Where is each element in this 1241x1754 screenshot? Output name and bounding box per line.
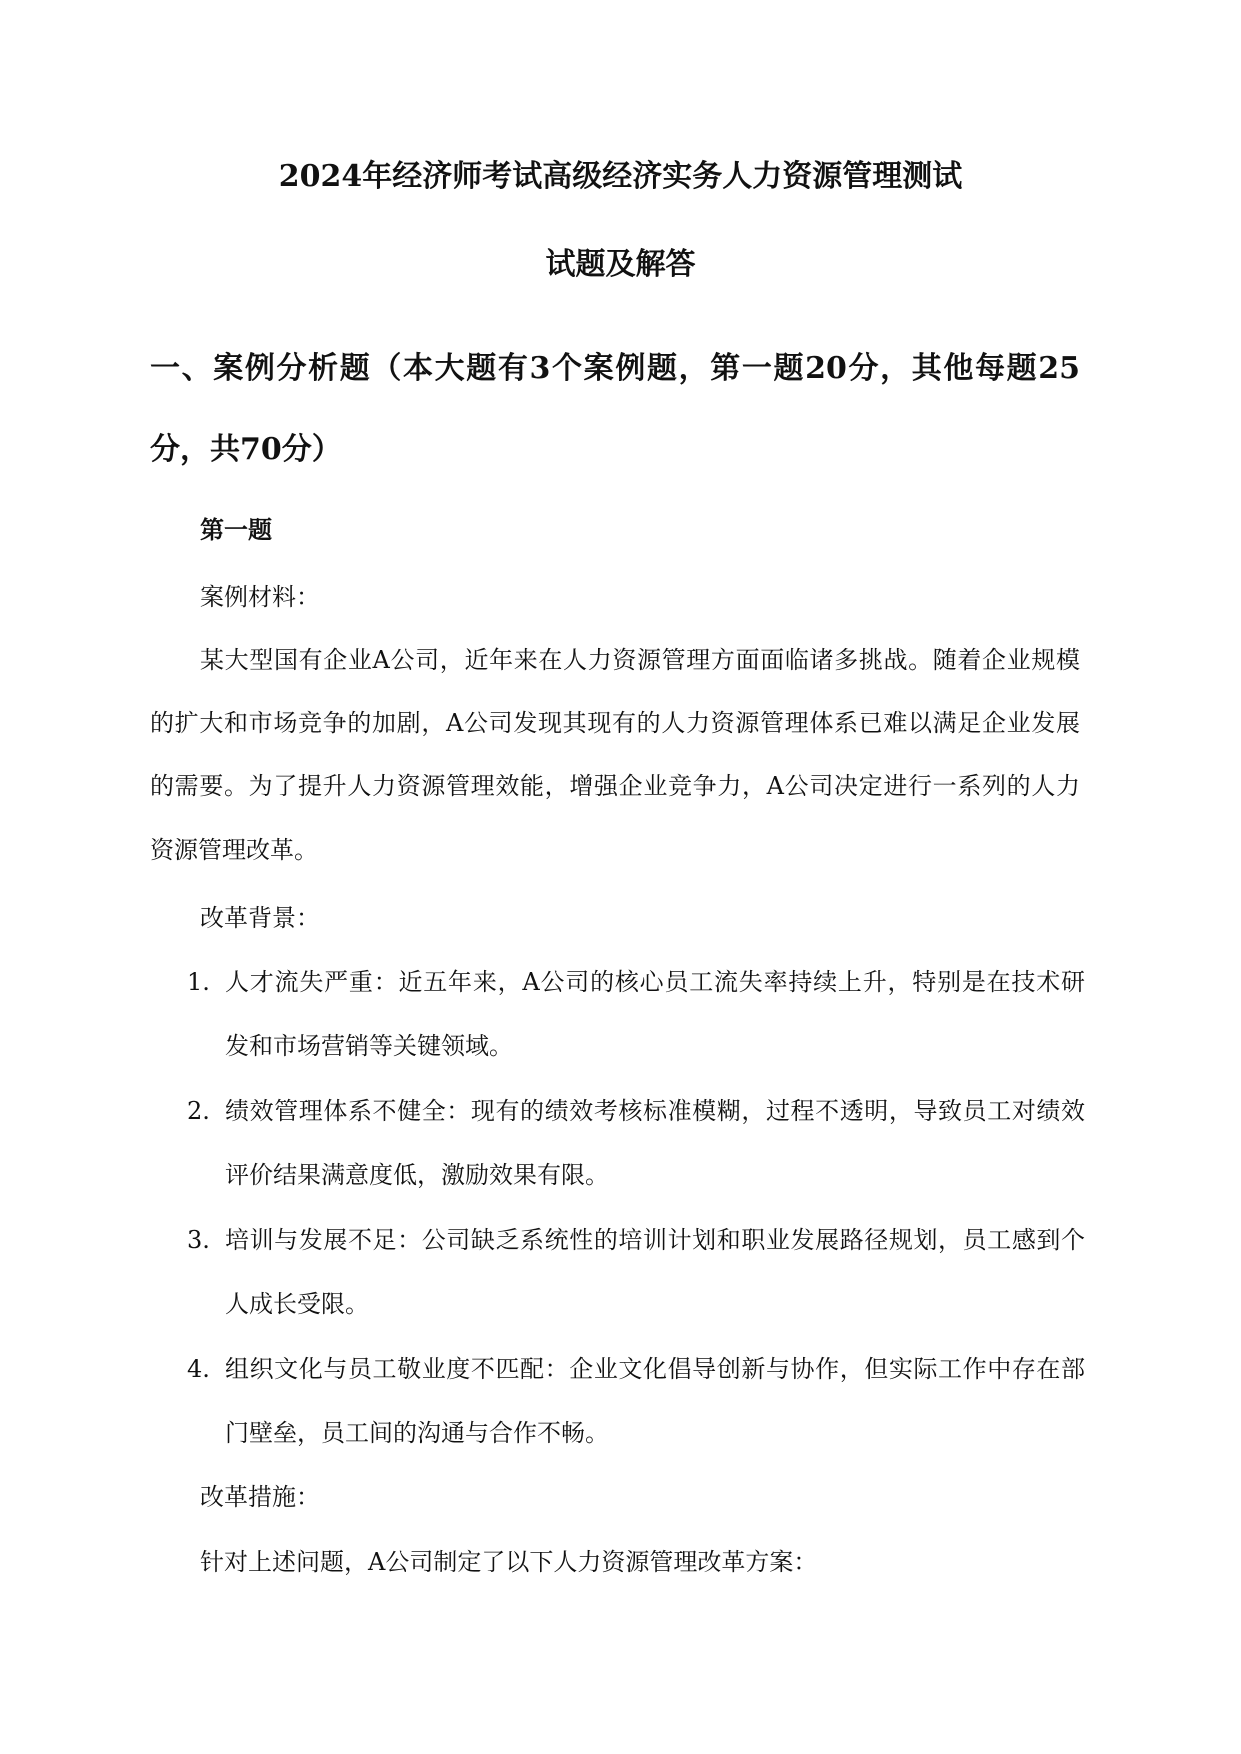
background-item-2-number: 2. bbox=[187, 1097, 210, 1125]
background-item-3-number: 3. bbox=[187, 1226, 210, 1254]
question-label: 第一题 bbox=[200, 515, 272, 544]
background-item-4-line-2: 门壁垒，员工间的沟通与合作不畅。 bbox=[225, 1419, 609, 1447]
background-item-3-line-1: 培训与发展不足：公司缺乏系统性的培训计划和职业发展路径规划，员工感到个 bbox=[225, 1226, 1085, 1254]
intro-paragraph-line-2: 的扩大和市场竞争的加剧，A公司发现其现有的人力资源管理体系已难以满足企业发展 bbox=[150, 709, 1080, 737]
background-item-1-line-1: 人才流失严重：近五年来，A公司的核心员工流失率持续上升，特别是在技术研 bbox=[225, 968, 1085, 996]
background-item-1-number: 1. bbox=[187, 968, 210, 996]
measures-intro: 针对上述问题，A公司制定了以下人力资源管理改革方案： bbox=[200, 1548, 818, 1576]
background-item-4-number: 4. bbox=[187, 1355, 210, 1383]
background-item-4-line-1: 组织文化与员工敬业度不匹配：企业文化倡导创新与协作，但实际工作中存在部 bbox=[225, 1355, 1085, 1383]
measures-label: 改革措施： bbox=[200, 1483, 320, 1511]
intro-paragraph-line-1: 某大型国有企业A公司，近年来在人力资源管理方面面临诸多挑战。随着企业规模 bbox=[200, 646, 1080, 674]
document-title-line-2: 试题及解答 bbox=[545, 247, 696, 282]
intro-paragraph-line-4: 资源管理改革。 bbox=[150, 836, 318, 864]
intro-paragraph-line-3: 的需要。为了提升人力资源管理效能，增强企业竞争力，A公司决定进行一系列的人力 bbox=[150, 772, 1080, 800]
background-item-2-line-2: 评价结果满意度低，激励效果有限。 bbox=[225, 1161, 609, 1189]
background-item-3-line-2: 人成长受限。 bbox=[225, 1290, 369, 1318]
document-title-line-1: 2024年经济师考试高级经济实务人力资源管理测试 bbox=[278, 159, 963, 194]
section-heading-line-1: 一、案例分析题（本大题有3个案例题，第一题20分，其他每题25 bbox=[150, 351, 1080, 386]
background-item-1-line-2: 发和市场营销等关键领域。 bbox=[225, 1032, 513, 1060]
background-item-2-line-1: 绩效管理体系不健全：现有的绩效考核标准模糊，过程不透明，导致员工对绩效 bbox=[225, 1097, 1085, 1125]
background-label: 改革背景： bbox=[200, 904, 320, 932]
section-heading-line-2: 分，共70分） bbox=[150, 432, 342, 467]
case-material-label: 案例材料： bbox=[200, 583, 320, 611]
